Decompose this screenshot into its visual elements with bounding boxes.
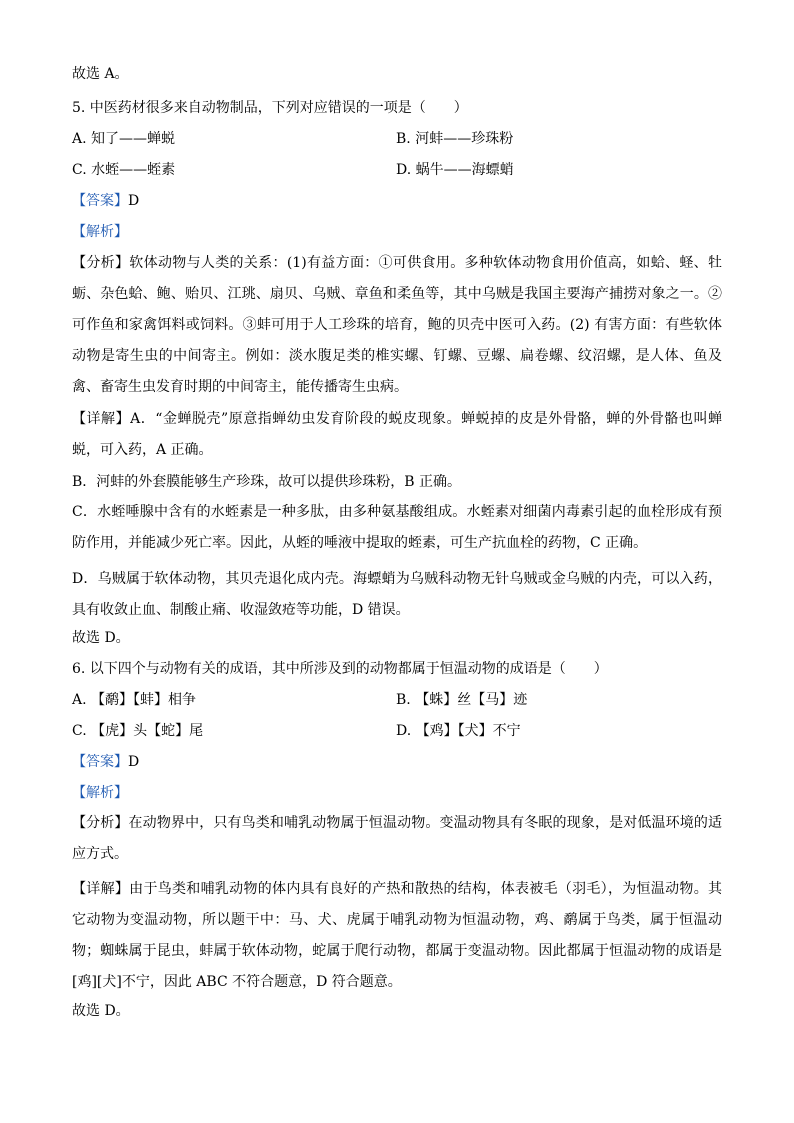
xiangjie-label: 【详解】 xyxy=(72,881,130,897)
xiangjie-a-text: A．“金蝉脱壳”原意指蝉幼虫发育阶段的蜕皮现象。蝉蜕掉的皮是外骨骼，蝉的外骨骼也叫蝉蜕，可入药，A 正确。 xyxy=(72,411,722,458)
q5-xiangjie-c: C．水蛭唾腺中含有的水蛭素是一种多肽，由多种氨基酸组成。水蛭素对细菌内毒素引起的血栓形成有预防作用，并能减少死亡率。因此，从蛭的唾液中提取的蛭素，可生产抗血栓的药物，C 正确。 xyxy=(72,504,722,551)
answer-value: D xyxy=(128,193,140,209)
q5-answer xyxy=(72,191,139,211)
q5-option-c: C. 水蛭——蛭素 xyxy=(72,162,176,178)
q6-fenxi-paragraph xyxy=(72,808,722,870)
answer-value: D xyxy=(128,754,140,770)
q5-option-b: B. 河蚌——珍珠粉 xyxy=(396,131,514,147)
q5-stem: 5. 中医药材很多来自动物制品，下列对应错误的一项是（ ） xyxy=(72,100,468,116)
q4-conclusion: 故选 A。 xyxy=(72,66,129,82)
q5-xiangjie-a xyxy=(72,404,722,466)
q6-option-c: C. 【虎】头【蛇】尾 xyxy=(72,723,204,739)
answer-label: 【答案】 xyxy=(72,193,128,209)
answer-label: 【答案】 xyxy=(72,754,128,770)
fenxi-label: 【分析】 xyxy=(72,255,130,271)
q5-option-a: A. 知了——蝉蜕 xyxy=(72,131,176,147)
q6-conclusion: 故选 D。 xyxy=(72,1003,130,1019)
q5-analysis-label: 【解析】 xyxy=(72,224,128,240)
xiangjie-text: 由于鸟类和哺乳动物的体内具有良好的产热和散热的结构，体表被毛（羽毛），为恒温动物。其它动物为变温动物，所以题干中：马、犬、虎属于哺乳动物为恒温动物，鸡、鹬属于鸟类，属于恒温动物；蜘蛛属于昆虫，蚌属于软体动物，蛇属于爬行动物，都属于变温动物。因此都属于恒温动物的成语是[鸡][犬]不宁，因此 ABC 不符合题意，D 符合题意。 xyxy=(72,881,722,990)
q6-option-b: B. 【蛛】丝【马】迹 xyxy=(396,692,528,708)
q6-xiangjie-paragraph xyxy=(72,874,722,998)
q6-analysis-label: 【解析】 xyxy=(72,785,128,801)
q6-option-a: A. 【鹬】【蚌】相争 xyxy=(72,692,197,708)
fenxi-text: 软体动物与人类的关系：(1)有益方面：①可供食用。多种软体动物食用价值高，如蛤、蛏、牡蛎、杂色蛤、鲍、贻贝、江珧、扇贝、乌贼、章鱼和柔鱼等，其中乌贼是我国主要海产捕捞对象之一。②可作鱼和家禽饵料或饲料。③蚌可用于人工珍珠的培育，鲍的贝壳中医可入药。(2) 有害方面：有些软体动物是寄生虫的中间寄主。例如：淡水腹足类的椎实螺、钉螺、豆螺、扁卷螺、纹沼螺，是人体、鱼及禽、畜寄生虫发育时期的中间寄主，能传播寄生虫病。 xyxy=(72,255,722,395)
q6-stem: 6. 以下四个与动物有关的成语，其中所涉及到的动物都属于恒温动物的成语是（ ） xyxy=(72,661,608,677)
q5-xiangjie-b: B．河蚌的外套膜能够生产珍珠，故可以提供珍珠粉，B 正确。 xyxy=(72,474,462,490)
fenxi-text: 在动物界中，只有鸟类和哺乳动物属于恒温动物。变温动物具有冬眠的现象，是对低温环境的适应方式。 xyxy=(72,815,723,862)
q5-xiangjie-d: D．乌贼属于软体动物，其贝壳退化成内壳。海螵蛸为乌贼科动物无针乌贼或金乌贼的内壳，可以入药，具有收敛止血、制酸止痛、收湿敛疮等功能，D 错误。 xyxy=(72,571,722,618)
xiangjie-label: 【详解】 xyxy=(72,411,131,427)
q6-answer xyxy=(72,752,139,772)
q5-fenxi-paragraph xyxy=(72,248,722,403)
q6-option-d: D. 【鸡】【犬】不宁 xyxy=(396,723,521,739)
fenxi-label: 【分析】 xyxy=(72,815,129,831)
q5-option-d: D. 蜗牛——海螵蛸 xyxy=(396,162,514,178)
q5-conclusion: 故选 D。 xyxy=(72,630,130,646)
